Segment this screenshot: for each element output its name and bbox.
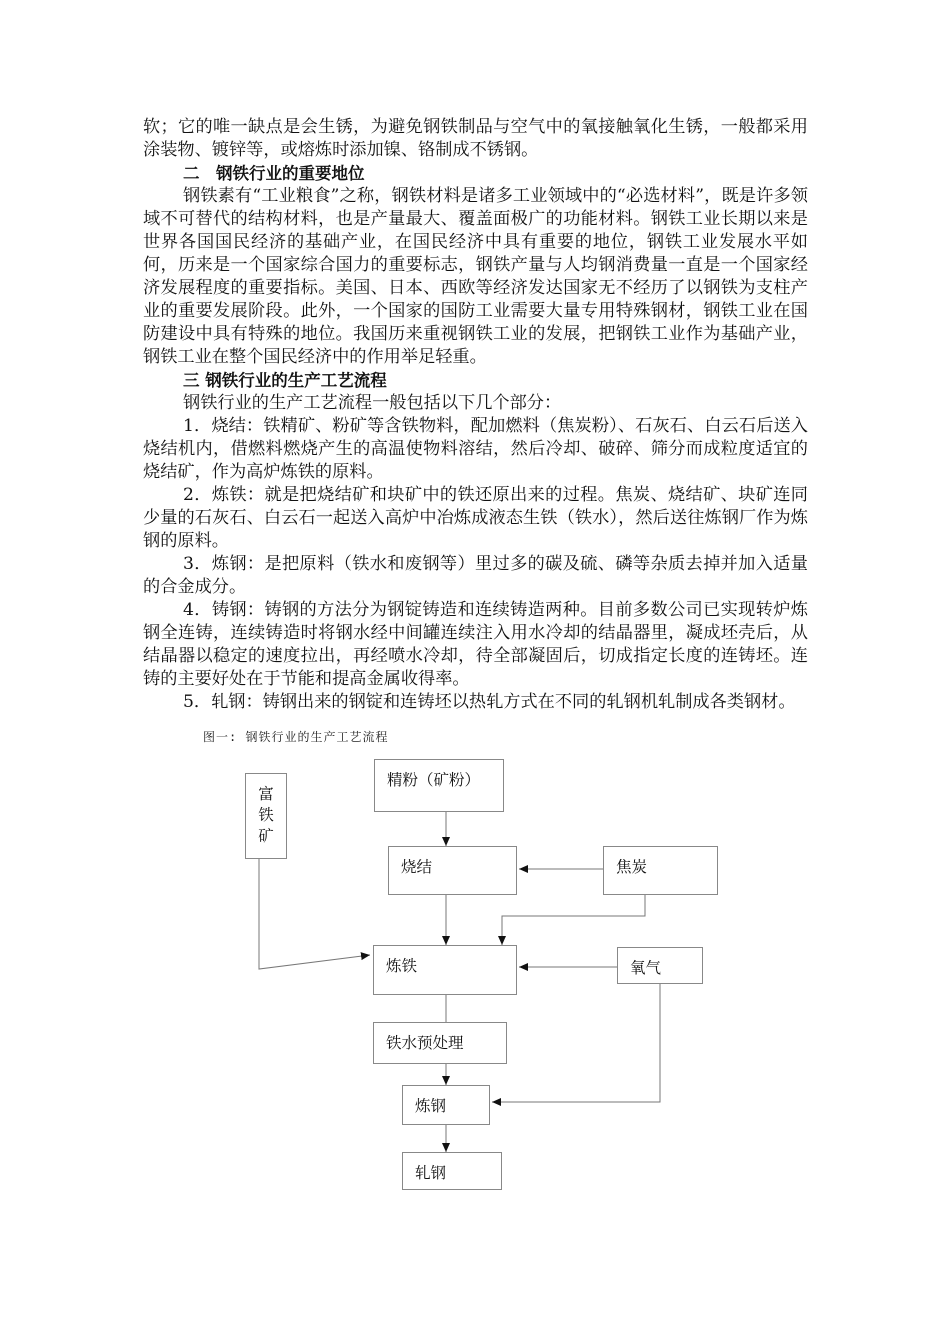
flow-box-sintering: 烧结: [388, 846, 517, 895]
flow-box-steelmaking: 炼钢: [402, 1085, 490, 1125]
rich-ore-char-1: 富: [258, 785, 274, 803]
flow-box-oxygen: 氧气: [617, 947, 703, 984]
paragraph-ironmaking: 2．炼铁：就是把烧结矿和块矿中的铁还原出来的过程。焦炭、烧结矿、块矿连同少量的石灰石、白云石一起送入高炉中冶炼成液态生铁（铁水），然后送往炼钢厂作为炼钢的原料。: [143, 485, 808, 551]
section-heading-importance: 二 钢铁行业的重要地位: [183, 164, 365, 183]
flow-box-rolling: 轧钢: [402, 1152, 502, 1190]
paragraph-casting: 4．铸钢：铸钢的方法分为钢锭铸造和连续铸造两种。目前多数公司已实现转炉炼钢全连铸，连续铸造时将钢水经中间罐连续注入用水冷却的结晶器里，凝成坯壳后，从结晶器以稳定的速度拉出，再经喷水冷却，待全部凝固后，切成指定长度的连铸坯。连铸的主要好处在于节能和提高金属收得率。: [143, 600, 808, 689]
section-heading-process: 三 钢铁行业的生产工艺流程: [183, 371, 387, 390]
rich-ore-char-3: 矿: [258, 827, 274, 845]
flow-box-ironmaking: 炼铁: [373, 945, 517, 995]
paragraph-sintering: 1．烧结：铁精矿、粉矿等含铁物料，配加燃料（焦炭粉）、石灰石、白云石后送入烧结机内，借燃料燃烧产生的高温使物料溶结，然后冷却、破碎、筛分而成粒度适宜的烧结矿，作为高炉炼铁的原料。: [143, 416, 808, 482]
edge-coke-to-ironmaking: [502, 895, 645, 945]
flow-box-pretreatment: 铁水预处理: [373, 1022, 507, 1064]
edge-rich-ore-to-ironmaking: [259, 859, 370, 969]
flow-box-rich-ore: [245, 773, 287, 859]
figure-caption: 图一: 钢铁行业的生产工艺流程: [203, 730, 389, 744]
paragraph-importance: 钢铁素有“工业粮食”之称，钢铁材料是诸多工业领域中的“必选材料”，既是许多领域不可替代的结构材料，也是产量最大、覆盖面极广的功能材料。钢铁工业长期以来是世界各国国民经济的基础产业，在国民经济中具有重要的地位，钢铁工业发展水平如何，历来是一个国家综合国力的重要标志，钢铁产量与人均钢消费量一直是一个国家经济发展程度的重要指标。美国、日本、西欧等经济发达国家无不经历了以钢铁为支柱产业的重要发展阶段。此外，一个国家的国防工业需要大量专用特殊钢材，钢铁工业在国防建设中具有特殊的地位。我国历来重视钢铁工业的发展，把钢铁工业作为基础产业，钢铁工业在整个国民经济中的作用举足轻重。: [143, 186, 808, 367]
edge-oxygen-to-steelmaking: [492, 984, 660, 1102]
paragraph-process-intro: 钢铁行业的生产工艺流程一般包括以下几个部分：: [183, 393, 562, 413]
flow-box-coke: 焦炭: [603, 846, 718, 895]
paragraph-steelmaking: 3．炼钢：是把原料（铁水和废钢等）里过多的碳及硫、磷等杂质去掉并加入适量的合金成分。: [143, 554, 808, 597]
paragraph-rust-note: 软；它的唯一缺点是会生锈，为避免钢铁制品与空气中的氧接触氧化生锈，一般都采用涂装物、镀锌等，或熔炼时添加镍、铬制成不锈钢。: [143, 117, 808, 160]
paragraph-rolling: 5．轧钢：铸钢出来的钢锭和连铸坯以热轧方式在不同的轧钢机轧制成各类钢材。: [183, 692, 796, 712]
rich-ore-char-2: 铁: [258, 806, 274, 824]
flow-box-concentrate: 精粉（矿粉）: [374, 759, 504, 812]
